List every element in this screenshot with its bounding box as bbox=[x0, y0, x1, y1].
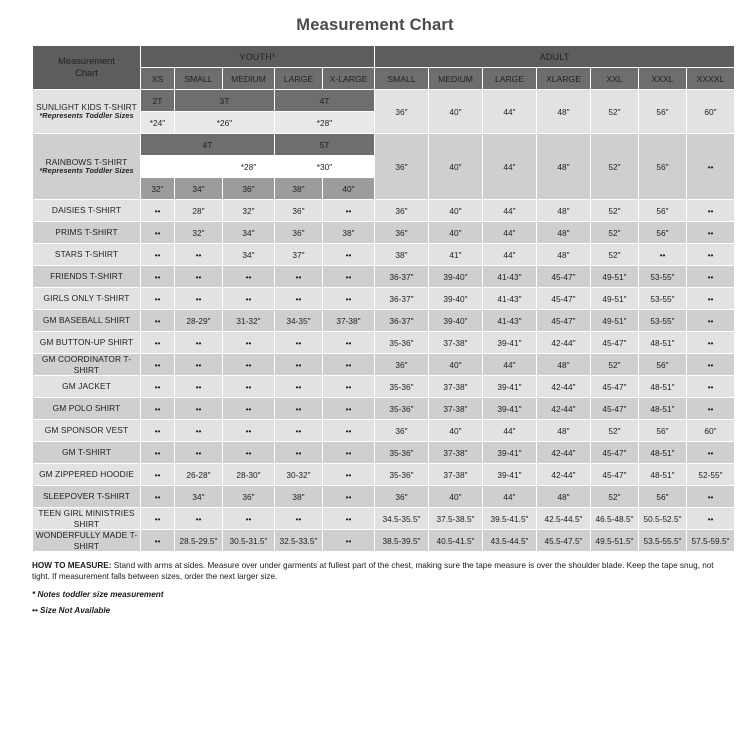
cell: 39-41" bbox=[483, 398, 537, 420]
cell: •• bbox=[141, 530, 175, 552]
cell: •• bbox=[141, 376, 175, 398]
cell: 49-51" bbox=[591, 266, 639, 288]
row-label-gm-baseball: GM BASEBALL SHIRT bbox=[33, 310, 141, 332]
cell: •• bbox=[687, 244, 735, 266]
row-label-stars: STARS T-SHIRT bbox=[33, 244, 141, 266]
cell: 45-47" bbox=[591, 398, 639, 420]
cell: 45-47" bbox=[537, 266, 591, 288]
cell: 30-32" bbox=[275, 464, 323, 486]
row-label-gm-jacket: GM JACKET bbox=[33, 376, 141, 398]
cell: 32.5-33.5" bbox=[275, 530, 323, 552]
cell: •• bbox=[275, 288, 323, 310]
cell: 37-38" bbox=[429, 398, 483, 420]
measurement-table bbox=[32, 45, 735, 552]
cell: •• bbox=[275, 354, 323, 376]
cell: 39-41" bbox=[483, 442, 537, 464]
cell: •• bbox=[323, 398, 375, 420]
cell: 44" bbox=[483, 200, 537, 222]
page-title: Measurement Chart bbox=[296, 16, 454, 34]
cell: 45-47" bbox=[591, 332, 639, 354]
cell: 56" bbox=[639, 420, 687, 442]
row-label-teen-girl-ministries: TEEN GIRL MINISTRIES SHIRT bbox=[33, 508, 141, 530]
footnote-not-available: •• Size Not Available bbox=[32, 606, 111, 616]
cell: 45-47" bbox=[591, 442, 639, 464]
cell-rainbows-youth-xs: 32" bbox=[141, 178, 175, 200]
footnote-toddler: * Notes toddler size measurement bbox=[32, 590, 164, 600]
cell: 48" bbox=[537, 200, 591, 222]
cell: 52" bbox=[591, 222, 639, 244]
cell: 45.5-47.5" bbox=[537, 530, 591, 552]
cell: •• bbox=[323, 420, 375, 442]
cell: •• bbox=[275, 398, 323, 420]
header-col-small-youth: SMALL bbox=[175, 68, 223, 90]
cell: 36" bbox=[375, 222, 429, 244]
cell: 48-51" bbox=[639, 398, 687, 420]
cell: 35-36" bbox=[375, 376, 429, 398]
cell: 48-51" bbox=[639, 442, 687, 464]
cell: 40.5-41.5" bbox=[429, 530, 483, 552]
cell: 48" bbox=[537, 244, 591, 266]
row-label-daisies: DAISIES T-SHIRT bbox=[33, 200, 141, 222]
cell: 34.5-35.5" bbox=[375, 508, 429, 530]
cell: 48" bbox=[537, 486, 591, 508]
cell: 45-47" bbox=[591, 464, 639, 486]
cell: 50.5-52.5" bbox=[639, 508, 687, 530]
cell: 52" bbox=[591, 420, 639, 442]
header-col-xlarge-adult: XLARGE bbox=[537, 68, 591, 90]
cell: •• bbox=[141, 464, 175, 486]
cell: •• bbox=[323, 200, 375, 222]
cell: •• bbox=[687, 354, 735, 376]
cell: 28-30" bbox=[223, 464, 275, 486]
cell: 53.5-55.5" bbox=[639, 530, 687, 552]
cell: 41-43" bbox=[483, 288, 537, 310]
cell: •• bbox=[687, 486, 735, 508]
table-row bbox=[33, 354, 735, 376]
cell: •• bbox=[141, 244, 175, 266]
cell: •• bbox=[223, 354, 275, 376]
cell: •• bbox=[687, 508, 735, 530]
cell: •• bbox=[275, 376, 323, 398]
cell: •• bbox=[141, 200, 175, 222]
cell: 42-44" bbox=[537, 332, 591, 354]
cell: 44" bbox=[483, 354, 537, 376]
cell: 53-55" bbox=[639, 266, 687, 288]
cell: 28" bbox=[175, 200, 223, 222]
row-label-prims: PRIMS T-SHIRT bbox=[33, 222, 141, 244]
header-col-xxxl: XXXL bbox=[639, 68, 687, 90]
cell: 35-36" bbox=[375, 332, 429, 354]
cell-rainbows-adult-small: 36" bbox=[375, 134, 429, 200]
cell: 40" bbox=[429, 222, 483, 244]
header-col-large-youth: LARGE bbox=[275, 68, 323, 90]
cell: •• bbox=[141, 420, 175, 442]
cell: 40" bbox=[429, 354, 483, 376]
cell: •• bbox=[275, 332, 323, 354]
cell: •• bbox=[275, 442, 323, 464]
table-row bbox=[33, 376, 735, 398]
cell: 36" bbox=[375, 420, 429, 442]
cell: 30.5-31.5" bbox=[223, 530, 275, 552]
footer bbox=[32, 552, 718, 616]
cell: •• bbox=[141, 442, 175, 464]
cell-sunlight-adult-small: 36" bbox=[375, 90, 429, 134]
cell-rainbows-adult-xxl: 52" bbox=[591, 134, 639, 200]
cell: •• bbox=[687, 288, 735, 310]
cell: 36" bbox=[375, 200, 429, 222]
cell: 39-41" bbox=[483, 464, 537, 486]
cell-rainbows-youth-large: 38" bbox=[275, 178, 323, 200]
cell: •• bbox=[175, 398, 223, 420]
table-row bbox=[33, 310, 735, 332]
cell: 34" bbox=[223, 222, 275, 244]
header-col-small-adult: SMALL bbox=[375, 68, 429, 90]
cell: •• bbox=[223, 332, 275, 354]
cell: •• bbox=[141, 266, 175, 288]
cell: •• bbox=[175, 508, 223, 530]
table-row bbox=[33, 90, 735, 112]
header-group-youth: YOUTH* bbox=[141, 46, 375, 68]
table-row bbox=[33, 530, 735, 552]
cell: 42-44" bbox=[537, 442, 591, 464]
cell-sunlight-adult-large: 44" bbox=[483, 90, 537, 134]
cell: 48" bbox=[537, 420, 591, 442]
row-label-friends: FRIENDS T-SHIRT bbox=[33, 266, 141, 288]
cell: •• bbox=[175, 420, 223, 442]
cell: •• bbox=[141, 398, 175, 420]
cell: 48" bbox=[537, 222, 591, 244]
table-row bbox=[33, 398, 735, 420]
cell: 34" bbox=[223, 244, 275, 266]
cell: 37-38" bbox=[429, 332, 483, 354]
cell-sunlight-adult-xlarge: 48" bbox=[537, 90, 591, 134]
cell: •• bbox=[687, 266, 735, 288]
cell: 28.5-29.5" bbox=[175, 530, 223, 552]
table-row bbox=[33, 200, 735, 222]
table-row bbox=[33, 244, 735, 266]
cell: 48" bbox=[537, 354, 591, 376]
table-row bbox=[33, 134, 735, 156]
cell: •• bbox=[323, 464, 375, 486]
cell: 52" bbox=[591, 200, 639, 222]
cell-rainbows-adult-medium: 40" bbox=[429, 134, 483, 200]
cell: •• bbox=[141, 354, 175, 376]
cell-rainbows-youth-small: 34" bbox=[175, 178, 223, 200]
cell: 48-51" bbox=[639, 464, 687, 486]
cell: 42-44" bbox=[537, 376, 591, 398]
cell: 37.5-38.5" bbox=[429, 508, 483, 530]
cell: •• bbox=[323, 288, 375, 310]
how-to-measure-text: Stand with arms at sides. Measure over under garments at fullest part of the chest, making sure the tape measure is over the shoulder blade. Keep the tape snug, not tight. If measurement falls between sizes, order the next larger size. bbox=[32, 561, 714, 582]
cell-rainbows-toddler-medium: *28" bbox=[223, 156, 275, 178]
cell: •• bbox=[687, 310, 735, 332]
cell: 37-38" bbox=[429, 442, 483, 464]
row-label-gm-button-up: GM BUTTON-UP SHIRT bbox=[33, 332, 141, 354]
cell-sunlight-youth-2t: 2T bbox=[141, 90, 175, 112]
header-col-xxl: XXL bbox=[591, 68, 639, 90]
cell-rainbows-youth-medium: 36" bbox=[223, 178, 275, 200]
cell: •• bbox=[639, 244, 687, 266]
cell: 57.5-59.5" bbox=[687, 530, 735, 552]
row-label-gm-zippered-hoodie: GM ZIPPERED HOODIE bbox=[33, 464, 141, 486]
cell-rainbows-toddler-large: *30" bbox=[275, 156, 375, 178]
cell-rainbows-blank bbox=[141, 156, 223, 178]
cell: 36" bbox=[375, 354, 429, 376]
cell-sunlight-adult-xxxxl: 60" bbox=[687, 90, 735, 134]
row-label-sunlight-kids: SUNLIGHT KIDS T-SHIRT *Represents Toddler Sizes bbox=[33, 90, 141, 134]
cell-rainbows-youth-4t: 4T bbox=[141, 134, 275, 156]
cell: 37-38" bbox=[429, 464, 483, 486]
cell: 36" bbox=[275, 200, 323, 222]
cell: •• bbox=[141, 288, 175, 310]
cell: •• bbox=[687, 222, 735, 244]
cell: 40" bbox=[429, 486, 483, 508]
cell: 56" bbox=[639, 486, 687, 508]
cell: 43.5-44.5" bbox=[483, 530, 537, 552]
cell: •• bbox=[175, 288, 223, 310]
cell: 44" bbox=[483, 420, 537, 442]
cell-sunlight-toddler-xs: *24" bbox=[141, 112, 175, 134]
cell: •• bbox=[275, 266, 323, 288]
cell: 38.5-39.5" bbox=[375, 530, 429, 552]
row-label-girls-only: GIRLS ONLY T-SHIRT bbox=[33, 288, 141, 310]
cell: 36" bbox=[375, 486, 429, 508]
header-corner: Measurement Chart bbox=[33, 46, 141, 90]
cell: •• bbox=[175, 266, 223, 288]
cell: 34-35" bbox=[275, 310, 323, 332]
cell-sunlight-adult-xxxl: 56" bbox=[639, 90, 687, 134]
cell: 44" bbox=[483, 244, 537, 266]
cell: 49-51" bbox=[591, 288, 639, 310]
row-label-gm-sponsor-vest: GM SPONSOR VEST bbox=[33, 420, 141, 442]
cell: 56" bbox=[639, 354, 687, 376]
cell-sunlight-adult-xxl: 52" bbox=[591, 90, 639, 134]
table-row bbox=[33, 420, 735, 442]
cell: 52" bbox=[591, 244, 639, 266]
header-group-adult: ADULT bbox=[375, 46, 735, 68]
cell: 56" bbox=[639, 222, 687, 244]
header-col-large-adult: LARGE bbox=[483, 68, 537, 90]
cell: •• bbox=[141, 222, 175, 244]
cell: •• bbox=[223, 266, 275, 288]
cell: •• bbox=[141, 508, 175, 530]
table-row bbox=[33, 288, 735, 310]
cell: 41-43" bbox=[483, 310, 537, 332]
cell: •• bbox=[323, 266, 375, 288]
cell: 44" bbox=[483, 486, 537, 508]
cell: 35-36" bbox=[375, 398, 429, 420]
table-header-group-row bbox=[33, 46, 735, 68]
cell: 41" bbox=[429, 244, 483, 266]
cell: 46.5-48.5" bbox=[591, 508, 639, 530]
cell: 56" bbox=[639, 200, 687, 222]
cell: •• bbox=[223, 398, 275, 420]
cell: •• bbox=[223, 288, 275, 310]
how-to-measure bbox=[32, 560, 718, 582]
cell: 53-55" bbox=[639, 310, 687, 332]
cell-sunlight-toddler-large: *28" bbox=[275, 112, 375, 134]
cell: 31-32" bbox=[223, 310, 275, 332]
cell: •• bbox=[323, 442, 375, 464]
cell: 44" bbox=[483, 222, 537, 244]
cell: 42-44" bbox=[537, 398, 591, 420]
header-col-medium-youth: MEDIUM bbox=[223, 68, 275, 90]
table-row bbox=[33, 332, 735, 354]
cell: •• bbox=[223, 376, 275, 398]
table-row bbox=[33, 486, 735, 508]
cell: •• bbox=[175, 244, 223, 266]
cell: 39-41" bbox=[483, 332, 537, 354]
cell: •• bbox=[141, 332, 175, 354]
cell: 38" bbox=[323, 222, 375, 244]
cell: 36-37" bbox=[375, 266, 429, 288]
cell: 39-40" bbox=[429, 310, 483, 332]
table-row bbox=[33, 266, 735, 288]
table-row bbox=[33, 464, 735, 486]
cell: 60" bbox=[687, 420, 735, 442]
cell: •• bbox=[323, 376, 375, 398]
cell-sunlight-adult-medium: 40" bbox=[429, 90, 483, 134]
header-col-xxxxl: XXXXL bbox=[687, 68, 735, 90]
cell: •• bbox=[687, 398, 735, 420]
cell-sunlight-youth-4t: 4T bbox=[275, 90, 375, 112]
cell: 45-47" bbox=[591, 376, 639, 398]
cell-sunlight-toddler-small: *26" bbox=[175, 112, 275, 134]
cell: 49.5-51.5" bbox=[591, 530, 639, 552]
table-row bbox=[33, 222, 735, 244]
cell: •• bbox=[141, 310, 175, 332]
table-row bbox=[33, 508, 735, 530]
cell: 52-55" bbox=[687, 464, 735, 486]
cell: •• bbox=[323, 354, 375, 376]
row-label-gm-tshirt: GM T-SHIRT bbox=[33, 442, 141, 464]
cell: 37" bbox=[275, 244, 323, 266]
row-label-wonderfully-made: WONDERFULLY MADE T-SHIRT bbox=[33, 530, 141, 552]
cell-sunlight-youth-3t: 3T bbox=[175, 90, 275, 112]
cell: 36-37" bbox=[375, 288, 429, 310]
cell: 26-28" bbox=[175, 464, 223, 486]
cell: 52" bbox=[591, 354, 639, 376]
cell: •• bbox=[323, 332, 375, 354]
cell: •• bbox=[323, 530, 375, 552]
cell: 35-36" bbox=[375, 464, 429, 486]
header-col-xlarge-youth: X-LARGE bbox=[323, 68, 375, 90]
header-col-xs: XS bbox=[141, 68, 175, 90]
cell: •• bbox=[141, 486, 175, 508]
cell: •• bbox=[175, 354, 223, 376]
cell: •• bbox=[175, 332, 223, 354]
cell: 35-36" bbox=[375, 442, 429, 464]
cell: 45-47" bbox=[537, 310, 591, 332]
header-col-medium-adult: MEDIUM bbox=[429, 68, 483, 90]
cell: •• bbox=[223, 442, 275, 464]
row-label-sleepover: SLEEPOVER T-SHIRT bbox=[33, 486, 141, 508]
cell: 38" bbox=[275, 486, 323, 508]
cell: 52" bbox=[591, 486, 639, 508]
cell-rainbows-adult-xxxxl: •• bbox=[687, 134, 735, 200]
cell: 32" bbox=[175, 222, 223, 244]
cell: 39-40" bbox=[429, 266, 483, 288]
cell: •• bbox=[223, 508, 275, 530]
cell: 39.5-41.5" bbox=[483, 508, 537, 530]
cell: 39-41" bbox=[483, 376, 537, 398]
cell: 48-51" bbox=[639, 332, 687, 354]
cell: 39-40" bbox=[429, 288, 483, 310]
cell-rainbows-adult-large: 44" bbox=[483, 134, 537, 200]
cell-rainbows-youth-xlarge: 40" bbox=[323, 178, 375, 200]
cell: 40" bbox=[429, 420, 483, 442]
cell: 40" bbox=[429, 200, 483, 222]
cell: 42-44" bbox=[537, 464, 591, 486]
cell: •• bbox=[275, 508, 323, 530]
cell: 36-37" bbox=[375, 310, 429, 332]
cell: •• bbox=[175, 442, 223, 464]
cell: 37-38" bbox=[429, 376, 483, 398]
cell: •• bbox=[323, 486, 375, 508]
cell: 38" bbox=[375, 244, 429, 266]
cell-rainbows-youth-5t: 5T bbox=[275, 134, 375, 156]
cell: 41-43" bbox=[483, 266, 537, 288]
cell: •• bbox=[687, 200, 735, 222]
cell: 36" bbox=[275, 222, 323, 244]
cell: •• bbox=[175, 376, 223, 398]
cell: 45-47" bbox=[537, 288, 591, 310]
cell: 36" bbox=[223, 486, 275, 508]
cell: 49-51" bbox=[591, 310, 639, 332]
cell: •• bbox=[323, 244, 375, 266]
cell-rainbows-adult-xxxl: 56" bbox=[639, 134, 687, 200]
how-to-measure-label: HOW TO MEASURE: bbox=[32, 561, 112, 570]
cell: 32" bbox=[223, 200, 275, 222]
cell: •• bbox=[687, 376, 735, 398]
cell: 53-55" bbox=[639, 288, 687, 310]
cell: •• bbox=[275, 420, 323, 442]
cell: •• bbox=[687, 332, 735, 354]
row-label-gm-coordinator: GM COORDINATOR T-SHIRT bbox=[33, 354, 141, 376]
cell-rainbows-adult-xlarge: 48" bbox=[537, 134, 591, 200]
cell: 34" bbox=[175, 486, 223, 508]
row-label-gm-polo: GM POLO SHIRT bbox=[33, 398, 141, 420]
row-label-rainbows: RAINBOWS T-SHIRT *Represents Toddler Sizes bbox=[33, 134, 141, 200]
cell: 28-29" bbox=[175, 310, 223, 332]
cell: •• bbox=[323, 508, 375, 530]
cell: •• bbox=[687, 442, 735, 464]
cell: •• bbox=[223, 420, 275, 442]
table-row bbox=[33, 442, 735, 464]
cell: 48-51" bbox=[639, 376, 687, 398]
cell: 37-38" bbox=[323, 310, 375, 332]
cell: 42.5-44.5" bbox=[537, 508, 591, 530]
